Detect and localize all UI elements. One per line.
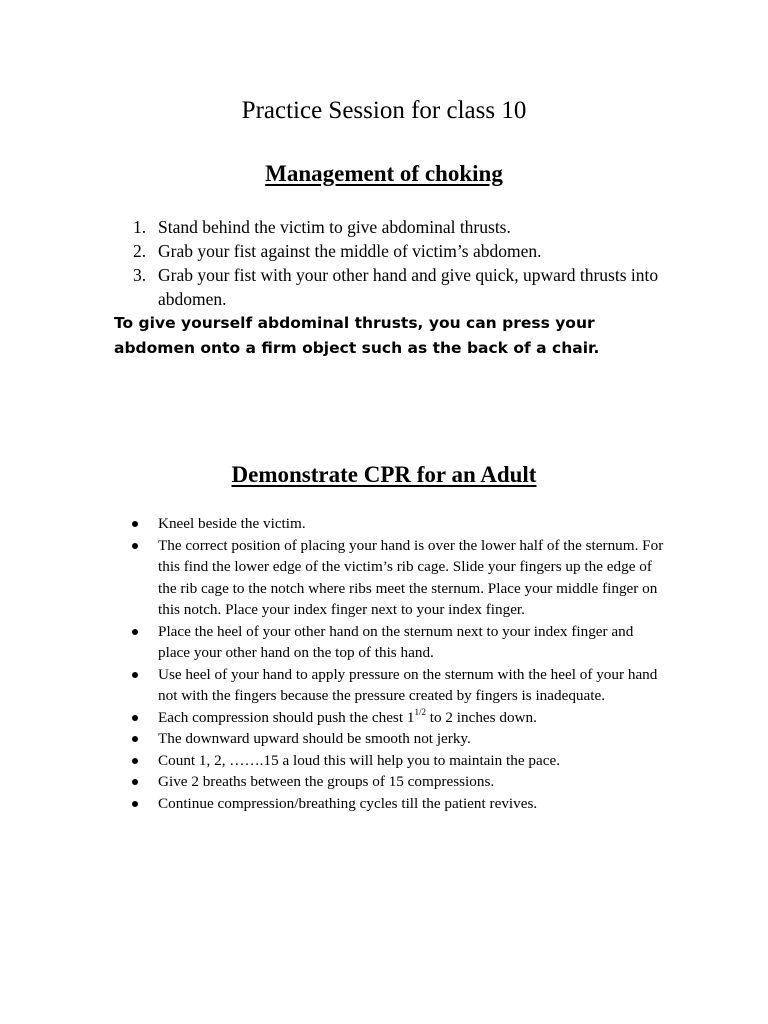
page-title: Practice Session for class 10 [241, 97, 527, 124]
bullet-icon [132, 758, 138, 764]
step-text: Grab your fist with your other hand and give quick, upward thrusts into abdomen. [158, 265, 659, 309]
step-number: 2. [133, 241, 147, 261]
item-text: The correct position of placing your hand is over the lower half of the sternum. For this find the lower edge of the victim’s rib cage. Slide your fingers up the edge of the rib cage to the notch where ribs meet the sternum. Place your middle finger on this notch. Place your index finger next to your index finger. [158, 536, 664, 618]
item-text-before: Each compression should push the chest 1 [158, 708, 415, 726]
list-item [114, 215, 674, 239]
item-text: Continue compression/breathing cycles till the patient revives. [158, 794, 538, 812]
item-text: Count 1, 2, …….15 a loud this will help you to maintain the pace. [158, 751, 560, 769]
list-item [126, 728, 666, 750]
item-text: Use heel of your hand to apply pressure on the sternum with the heel of your hand not with the fingers because the pressure created by fingers is inadequate. [158, 665, 658, 704]
step-text: Stand behind the victim to give abdominal thrusts. [158, 217, 511, 237]
list-item [114, 263, 674, 311]
item-text: The downward upward should be smooth not jerky. [158, 730, 471, 747]
step-number: 3. [133, 265, 147, 285]
bullet-icon [132, 801, 138, 807]
list-item [126, 513, 666, 535]
bullet-icon [132, 779, 138, 785]
list-item [126, 621, 666, 664]
item-text: Place the heel of your other hand on the sternum next to your index finger and place your other hand on the top of this hand. [158, 622, 634, 661]
item-text [158, 706, 537, 726]
list-item [126, 750, 666, 772]
step-number: 1. [133, 217, 147, 237]
choking-steps-list [114, 215, 674, 311]
bullet-icon [132, 629, 138, 635]
item-text-after: to 2 inches down. [425, 708, 537, 726]
step-text: Grab your fist against the middle of victim’s abdomen. [158, 241, 542, 261]
item-text: Kneel beside the victim. [158, 515, 306, 532]
bullet-icon [132, 521, 138, 527]
list-item [126, 664, 666, 707]
choking-heading: Management of choking [265, 161, 503, 186]
cpr-heading: Demonstrate CPR for an Adult [231, 462, 537, 487]
item-text: Give 2 breaths between the groups of 15 compressions. [158, 773, 495, 790]
list-item [126, 707, 666, 729]
bullet-icon [132, 543, 138, 549]
list-item [126, 535, 666, 621]
bullet-icon [132, 672, 138, 678]
fraction-superscript: 1/2 [414, 706, 426, 717]
bullet-icon [132, 715, 138, 721]
self-thrust-note: To give yourself abdominal thrusts, you can press your abdomen onto a firm object such as the back of a chair. [114, 314, 600, 357]
list-item [114, 239, 674, 263]
list-item [126, 771, 666, 793]
cpr-steps-list [126, 513, 666, 814]
list-item [126, 793, 666, 815]
bullet-icon [132, 736, 138, 742]
